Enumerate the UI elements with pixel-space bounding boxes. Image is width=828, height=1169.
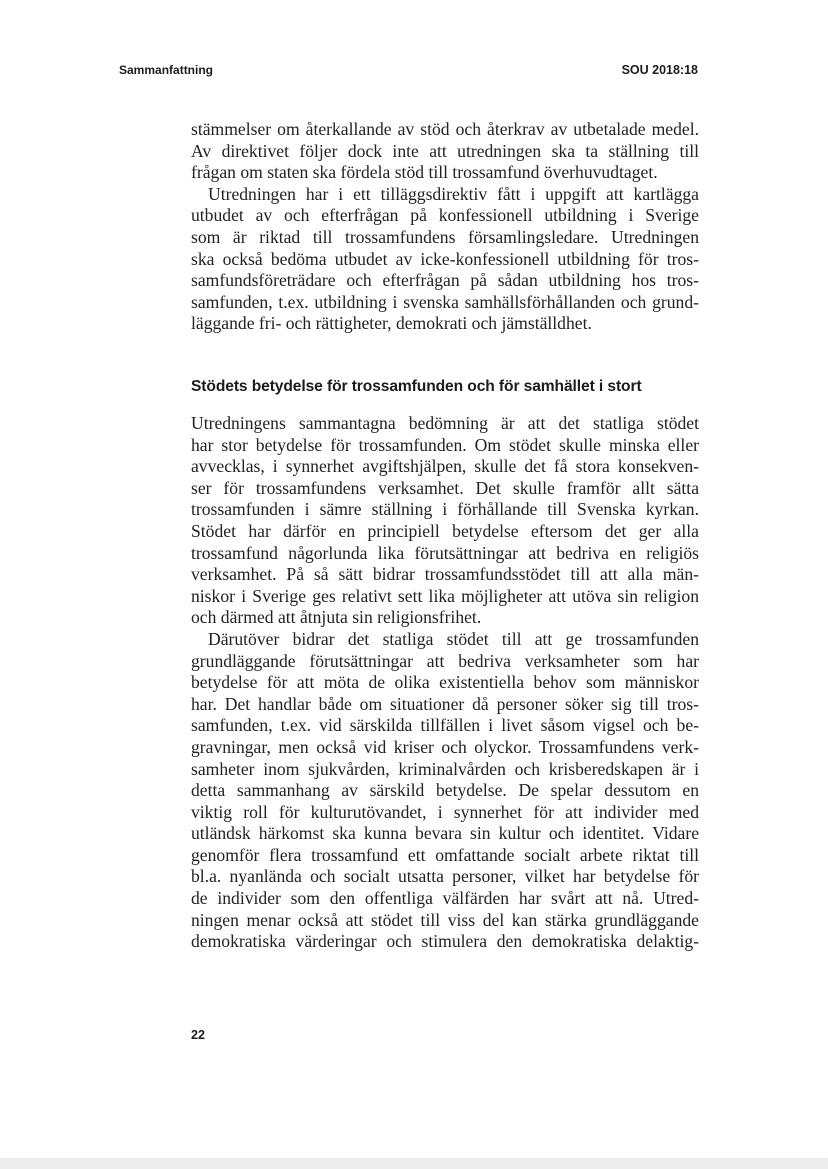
text-line: trossamfunden i sämre ställning i förhållande till Svenska kyrkan. [191, 499, 699, 520]
report-id: SOU 2018:18 [621, 63, 698, 77]
text-line: de individer som den offentliga välfärden har svårt att nå. Utred- [191, 888, 699, 909]
text-line: ningen menar också att stödet till viss del kan stärka grundläggande [191, 909, 699, 930]
text-line: har. Det handlar både om situationer då personer söker sig till tros- [191, 693, 699, 714]
text-line: samfundsföreträdare och efterfrågan på sådan utbildning hos tros- [191, 270, 699, 291]
text-line: samheter inom sjukvården, kriminalvården och krisberedskapen är i [191, 758, 699, 779]
text-line: detta sammanhang av särskild betydelse. De spelar dessutom en [191, 780, 699, 801]
text-line: Utredningen har i ett tilläggsdirektiv fått i uppgift att kartlägga [208, 183, 699, 204]
text-line: demokratiska värderingar och stimulera den demokratiska delaktig- [191, 931, 699, 952]
text-line: stämmelser om återkallande av stöd och återkrav av utbetalade medel. [191, 119, 699, 139]
text-line: frågan om staten ska fördela stöd till trossamfund överhuvudtaget. [191, 162, 658, 183]
text-line: och därmed att åtnjuta sin religionsfrihet. [191, 607, 482, 628]
text-line: grundläggande förutsättningar att bedriva verksamheter som har [191, 650, 699, 671]
text-line: betydelse för att möta de olika existentiella behov som människor [191, 672, 699, 693]
text-line: Av direktivet följer dock inte att utredningen ska ta ställning till [191, 140, 699, 161]
section-heading: Stödets betydelse för trossamfunden och för samhället i stort [191, 378, 642, 395]
text-line: ska också bedöma utbudet av icke-konfessionell utbildning för tros- [191, 248, 699, 269]
running-head [119, 63, 698, 81]
text-line: avvecklas, i synnerhet avgiftshjälpen, skulle det få stora konsekven- [191, 456, 699, 477]
text-line: viktig roll för kulturutövandet, i synnerhet för att individer med [191, 801, 699, 822]
text-line: Utredningens sammantagna bedömning är att det statliga stödet [191, 413, 699, 433]
text-line: genomför flera trossamfund ett omfattande socialt arbete riktat till [191, 844, 699, 865]
main-text-block [191, 413, 699, 953]
text-line: niskor i Sverige ges relativt sett lika möjligheter att utöva sin religion [191, 585, 699, 606]
text-line: utbudet av och efterfrågan på konfessionell utbildning i Sverige [191, 205, 699, 226]
text-line: Därutöver bidrar det statliga stödet till att ge trossamfunden [208, 628, 699, 649]
text-line: verksamhet. På så sätt bidrar trossamfundsstödet till att alla män- [191, 564, 699, 585]
text-line: samfunden, t.ex. utbildning i svenska samhällsförhållanden och grund- [191, 291, 699, 312]
text-line: utländsk härkomst ska kunna bevara sin kultur och identitet. Vidare [191, 823, 699, 844]
text-line: bl.a. nyanlända och socialt utsatta personer, vilket har betydelse för [191, 866, 699, 887]
page-bottom-edge [0, 1158, 828, 1169]
text-line: trossamfund någorlunda lika förutsättningar att bedriva en religiös [191, 542, 699, 563]
text-line: samfunden, t.ex. vid särskilda tillfällen i livet såsom vigsel och be- [191, 715, 699, 736]
intro-text-block [191, 119, 699, 335]
text-line: Stödet har därför en principiell betydelse eftersom det ger alla [191, 520, 699, 541]
text-line: gravningar, men också vid kriser och olyckor. Trossamfundens verk- [191, 736, 699, 757]
text-line: som är riktad till trossamfundens församlingsledare. Utredningen [191, 226, 699, 247]
page-number: 22 [191, 1028, 205, 1042]
text-line: har stor betydelse för trossamfunden. Om stödet skulle minska eller [191, 434, 699, 455]
section-title: Sammanfattning [119, 63, 214, 77]
text-line: läggande fri- och rättigheter, demokrati och jämställdhet. [191, 313, 592, 334]
text-line: ser för trossamfundens verksamhet. Det skulle framför allt sätta [191, 477, 699, 498]
